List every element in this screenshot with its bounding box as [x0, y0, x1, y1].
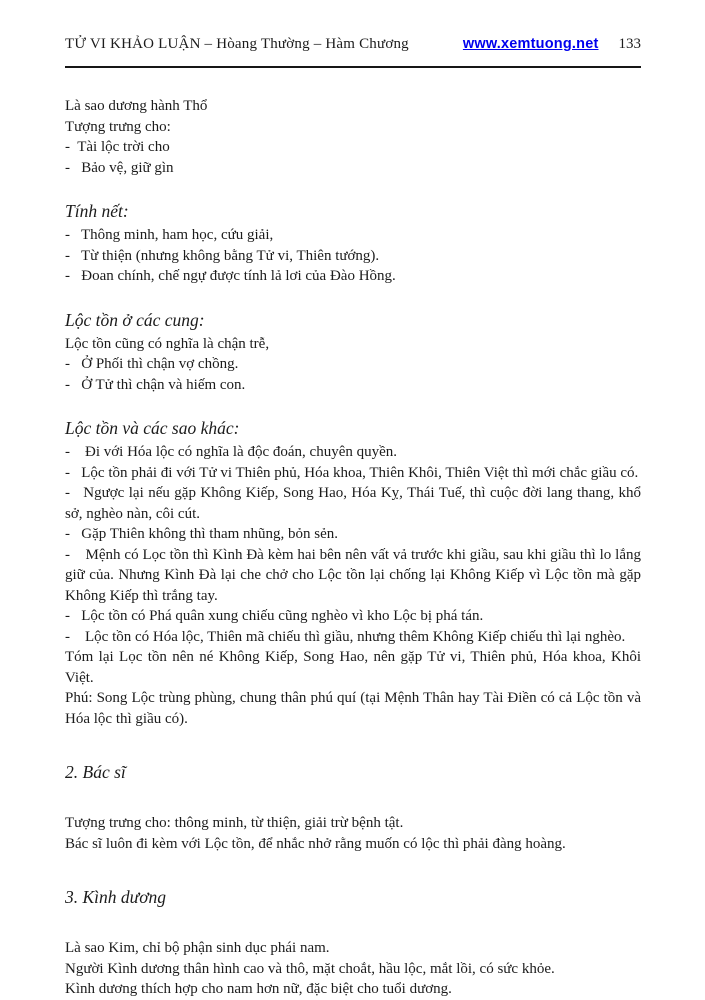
page-content — [65, 68, 645, 1000]
text-line: Phú: Song Lộc trùng phùng, chung thân phú quí (tại Mệnh Thân hay Tài Điền có cả Lộc tồn và Hóa lộc thì giầu có). — [65, 690, 645, 727]
text-line: Tóm lại Lọc tồn nên né Không Kiếp, Song Hao, nên gặp Tử vi, Thiên phủ, Hóa khoa, Khôi Việt. — [65, 649, 645, 686]
text-line: Là sao dương hành Thổ — [65, 98, 208, 114]
section-heading: Lộc tồn ở các cung: — [65, 309, 205, 330]
section-loc-ton-intro — [65, 96, 641, 178]
section-heading: Lộc tồn và các sao khác: — [65, 418, 240, 438]
text-line: Là sao Kim, chỉ bộ phận sinh dục phái nam. — [65, 940, 330, 956]
header-right — [463, 36, 641, 53]
list-item: - Ở Tử thì chận và hiếm con. — [65, 376, 246, 393]
text-line: Người Kình dương thân hình cao và thô, mặt choắt, hầu lộc, mắt lồi, có sức khỏe. — [65, 960, 555, 977]
page-number: 133 — [618, 36, 641, 52]
page-header — [65, 36, 641, 68]
list-item: - Ở Phối thì chận vợ chồng. — [65, 356, 239, 372]
text-line: Kình dương thích hợp cho nam hơn nữ, đặc biệt cho tuổi dương. — [65, 981, 452, 997]
section-loc-ton-cac-cung — [65, 309, 641, 396]
list-item: - Đoan chính, chế ngự được tính lả lơi của Đào Hồng. — [65, 268, 396, 284]
text-line: Bác sĩ luôn đi kèm với Lộc tồn, để nhắc nhở rằng muốn có lộc thì phải đàng hoàng. — [65, 835, 566, 852]
list-item: - Bảo vệ, giữ gìn — [65, 159, 174, 176]
book-title: TỬ VI KHẢO LUẬN – Hòang Thường – Hàm Chương — [65, 36, 409, 52]
list-item: - Gặp Thiên không thì tham nhũng, bỏn sẻn. — [65, 526, 339, 542]
list-item: - Lộc tồn có Phá quân xung chiếu cũng nghèo vì kho Lộc bị phá tán. — [65, 608, 484, 624]
list-item: - Thông minh, ham học, cứu giải, — [65, 227, 274, 243]
section-loc-ton-sao-khac — [65, 417, 645, 729]
list-item: - Mệnh có Lọc tồn thì Kình Đà kèm hai bên nên vất vả trước khi giầu, sau khi giầu thì lo lắng giữ của. Nhưng Kình Đà lại che chở cho Lộc tồn lại chống lại Không Kiếp vì Lộc tồn mà gặp Không Kiếp thì trắng tay. — [65, 546, 645, 604]
section-heading: 3. Kình dương — [65, 887, 167, 907]
section-heading: Tính nết: — [65, 201, 129, 221]
section-kinh-duong — [65, 886, 641, 1000]
section-bac-si — [65, 761, 641, 854]
text-line: Tượng trưng cho: — [65, 118, 171, 135]
list-item: - Đi với Hóa lộc có nghĩa là độc đoán, chuyên quyền. — [65, 444, 398, 460]
list-item: - Lộc tồn có Hóa lộc, Thiên mã chiếu thì giầu, nhưng thêm Không Kiếp chiếu thì lại nghèo. — [65, 628, 626, 645]
text-line: Lộc tồn cũng có nghĩa là chận trễ, — [65, 335, 270, 352]
section-heading: 2. Bác sĩ — [65, 762, 126, 782]
list-item: - Từ thiện (nhưng không bằng Tử vi, Thiên tướng). — [65, 247, 380, 264]
list-item: - Lộc tồn phải đi với Tử vi Thiên phủ, Hóa khoa, Thiên Khôi, Thiên Việt thì mới chắc giầu có. — [65, 464, 639, 481]
list-item: - Tài lộc trời cho — [65, 139, 170, 155]
section-tinh-net — [65, 200, 641, 287]
website-link[interactable]: www.xemtuong.net — [462, 36, 599, 52]
list-item: - Ngược lại nếu gặp Không Kiếp, Song Hao, Hóa Kỵ, Thái Tuế, thì cuộc đời lang thang, khổ sở, nghèo nàn, côi cút. — [65, 485, 645, 522]
text-line: Tượng trưng cho: thông minh, từ thiện, giải trừ bệnh tật. — [65, 815, 404, 831]
